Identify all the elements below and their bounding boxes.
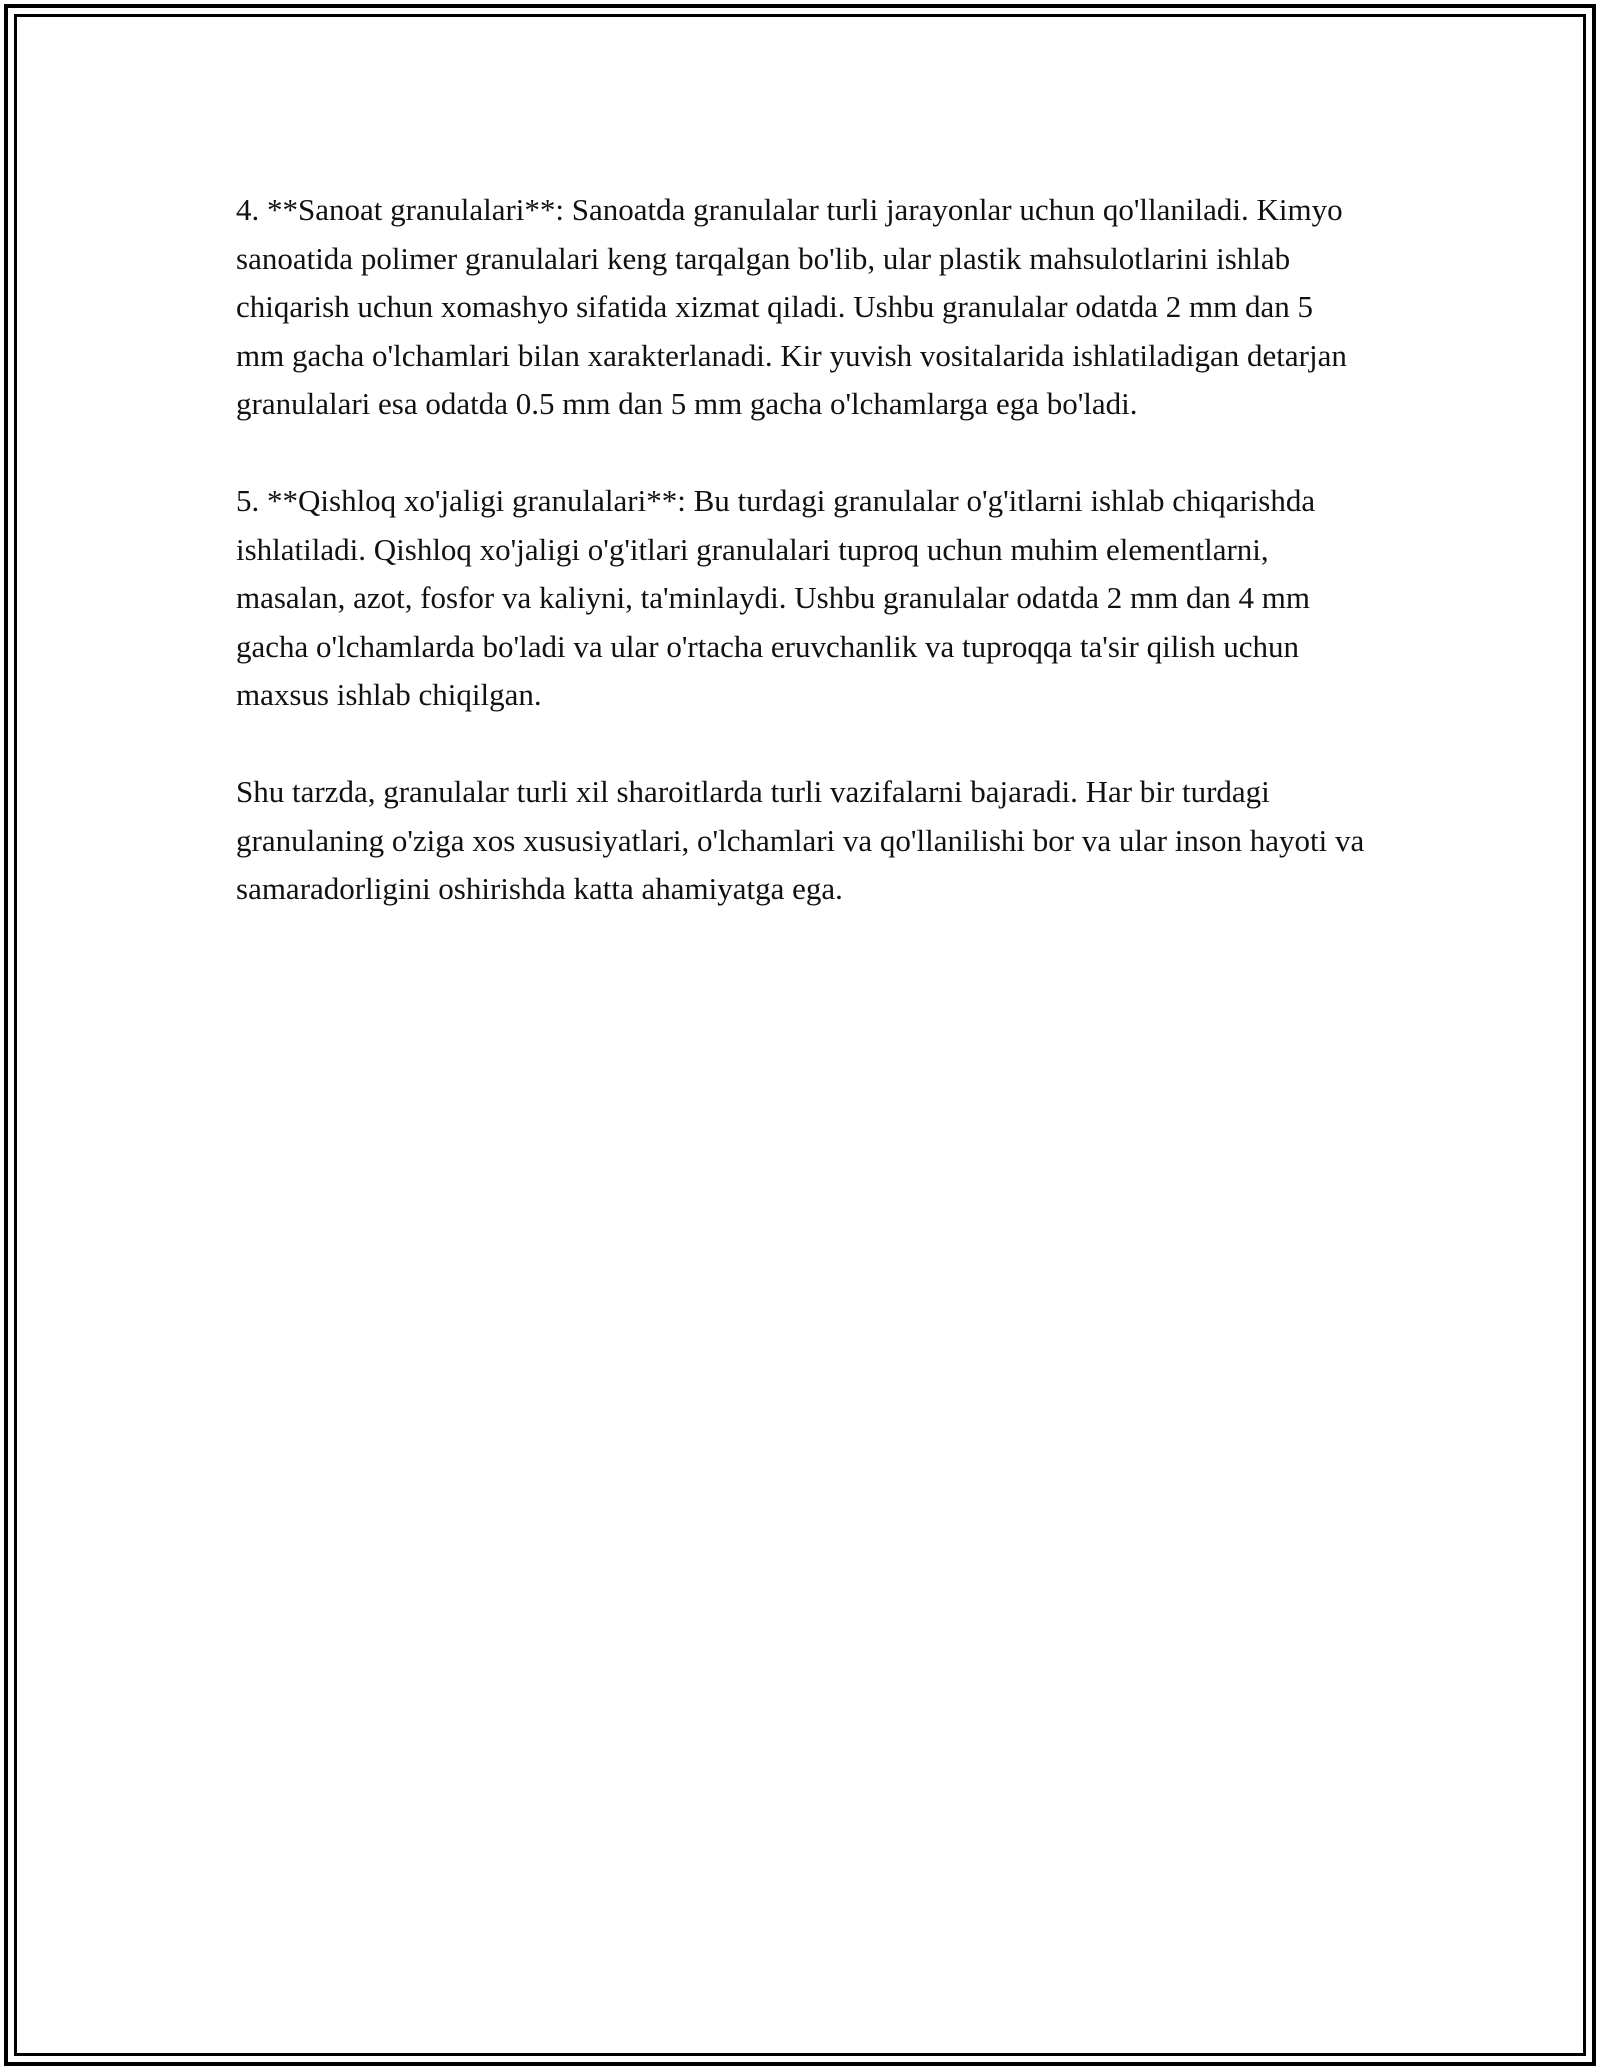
paragraph-conclusion: Shu tarzda, granulalar turli xil sharoitlarda turli vazifalarni bajaradi. Har bir turdagi granulaning o'ziga xos xususiyatlari, o'lchamlari va qo'llanilishi bor va ular inson hayoti va samaradorligini oshirishda katta ahamiyatga ega.: [236, 774, 1365, 906]
paragraph-industrial-granules: 4. **Sanoat granulalari**: Sanoatda granulalar turli jarayonlar uchun qo'llaniladi. Kimyo sanoatida polimer granulalari keng tarqalgan bo'lib, ular plastik mahsulotlarini ishlab chiqarish uchun xomashyo sifatida xizmat qiladi. Ushbu granulalar odatda 2 mm dan 5 mm gacha o'lchamlari bilan xarakterlanadi. Kir yuvish vositalarida ishlatiladigan detarjan granulalari esa odatda 0.5 mm dan 5 mm gacha o'lchamlarga ega bo'ladi.: [236, 192, 1347, 421]
document-body: [236, 186, 1366, 962]
paragraph-agricultural-granules: 5. **Qishloq xo'jaligi granulalari**: Bu turdagi granulalar o'g'itlarni ishlab chiqarishda ishlatiladi. Qishloq xo'jaligi o'g'itlari granulalari tuproq uchun muhim elementlarni, masalan, azot, fosfor va kaliyni, ta'minlaydi. Ushbu granulalar odatda 2 mm dan 4 mm gacha o'lchamlarda bo'ladi va ular o'rtacha eruvchanlik va tuproqqa ta'sir qilish uchun maxsus ishlab chiqilgan.: [236, 483, 1316, 712]
